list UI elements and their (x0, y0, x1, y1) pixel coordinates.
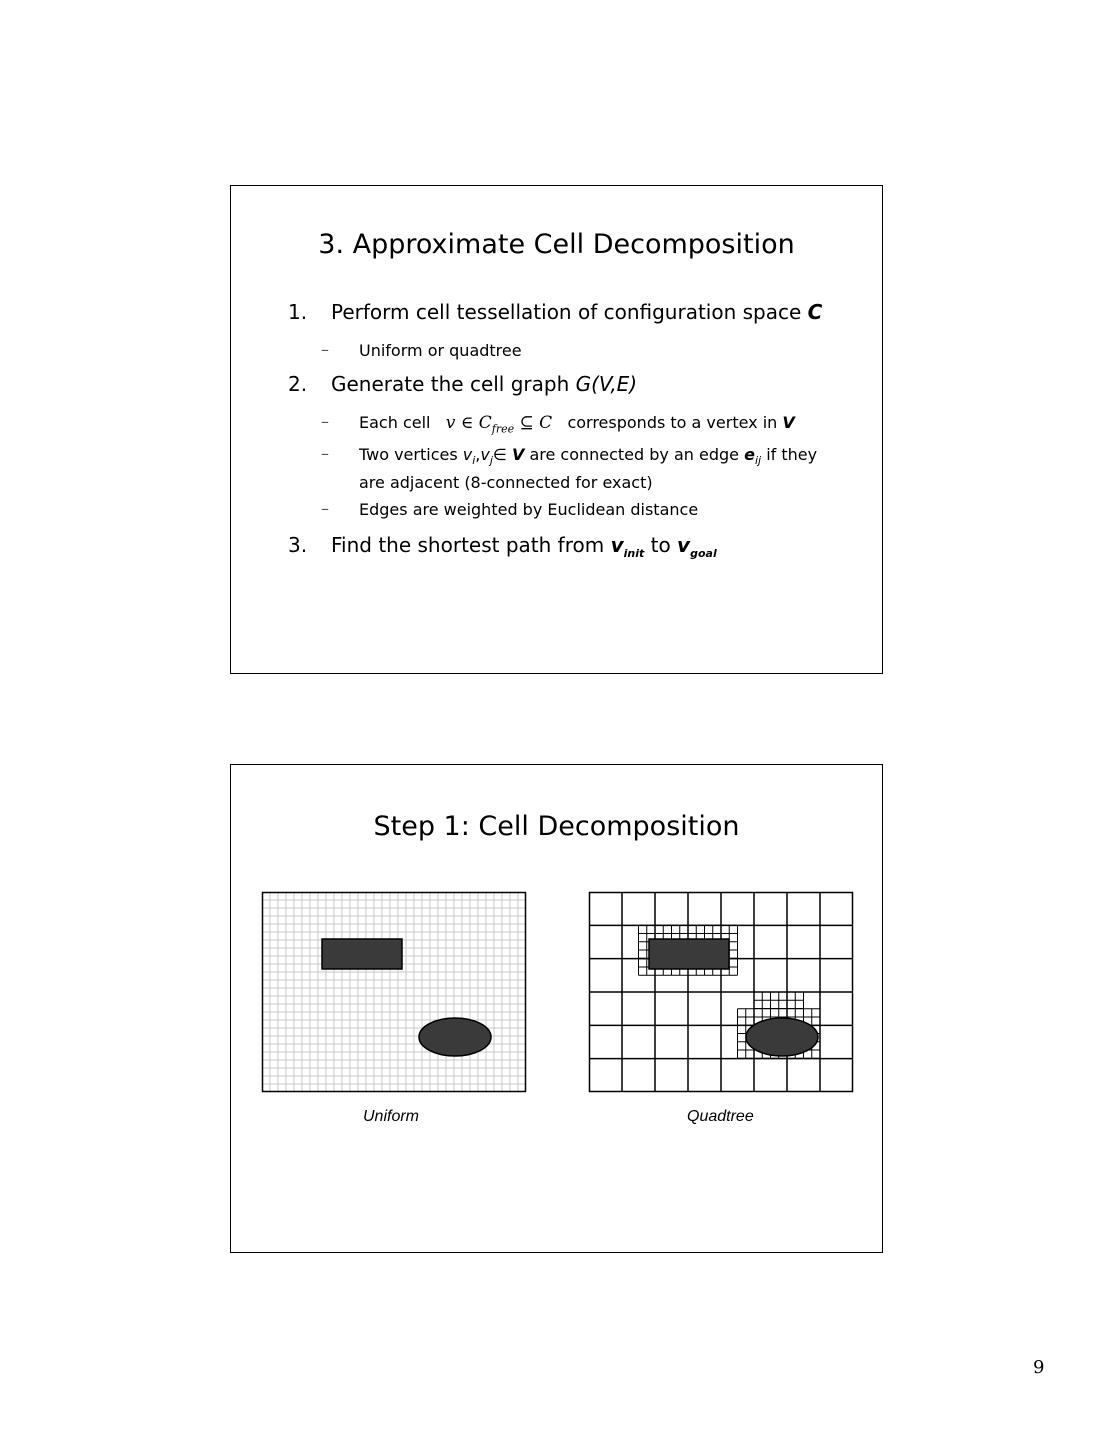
slide-approximate-cell-decomposition (230, 185, 883, 674)
v-init-subscript: init (623, 547, 645, 560)
sub-item-text: Uniform or quadtree (359, 341, 522, 360)
sub-item-text-line2: are adjacent (8-connected for exact) (359, 473, 653, 493)
edge-variable: e (744, 445, 755, 464)
rectangle-obstacle (322, 939, 402, 969)
subscript-j: j (489, 454, 493, 468)
sub-item-text: Edges are weighted by Euclidean distance (359, 500, 699, 519)
dash-bullet: – (321, 444, 329, 463)
v-init (610, 533, 645, 560)
item-text: Perform cell tessellation of configuration space (331, 300, 802, 324)
item-text: to (650, 533, 671, 557)
item-text: Generate the cell graph (331, 372, 570, 396)
item-number: 3. (288, 533, 308, 557)
v-goal (677, 533, 717, 560)
page-number: 9 (1033, 1357, 1045, 1378)
vertex-set-variable: V (511, 445, 525, 464)
sub-item-text: if they (766, 445, 818, 464)
item-variable: G(V,E) (575, 372, 638, 396)
slide-title: Step 1: Cell Decomposition (373, 811, 740, 842)
subscript-ij: ij (754, 454, 762, 468)
v-init-letter: v (610, 533, 624, 557)
v-goal-subscript: goal (690, 547, 717, 560)
subscript-i: i (472, 454, 476, 468)
sub-item-text: Two vertices (359, 445, 458, 464)
ellipse-obstacle (746, 1018, 818, 1056)
math-expression (445, 413, 553, 436)
element-of-symbol: ∈ (492, 445, 507, 464)
math-part: v ∈ C (445, 413, 492, 433)
item-number: 1. (288, 300, 308, 324)
sub-item-text: corresponds to a vertex in (567, 413, 778, 432)
dash-bullet: – (321, 412, 329, 431)
uniform-grid-lines (262, 892, 526, 1092)
comma: , (475, 445, 481, 464)
ellipse-obstacle (419, 1018, 491, 1056)
sub-item-text: are connected by an edge (529, 445, 740, 464)
item-variable: C (807, 300, 823, 324)
math-subscript: free (491, 422, 515, 436)
vertex-vj: v (480, 445, 490, 464)
dash-bullet: – (321, 340, 329, 359)
rectangle-obstacle (649, 939, 729, 969)
quadtree-coarse-cells (589, 892, 853, 1092)
vertex-vi: v (462, 445, 473, 464)
dash-bullet: – (321, 499, 329, 518)
slide-title: 3. Approximate Cell Decomposition (318, 229, 795, 260)
caption-uniform: Uniform (363, 1108, 420, 1125)
item-text: Find the shortest path from (331, 533, 605, 557)
item-number: 2. (288, 372, 308, 396)
quadtree-decomposition-diagram (589, 892, 853, 1092)
sub-item-text: Each cell (359, 413, 431, 432)
v-goal-letter: v (677, 533, 691, 557)
caption-quadtree: Quadtree (687, 1108, 754, 1125)
slide-step1-cell-decomposition (230, 764, 883, 1253)
math-part: ⊆ C (519, 413, 553, 433)
uniform-decomposition-diagram (262, 892, 526, 1092)
vertex-set-variable: V (782, 413, 795, 432)
